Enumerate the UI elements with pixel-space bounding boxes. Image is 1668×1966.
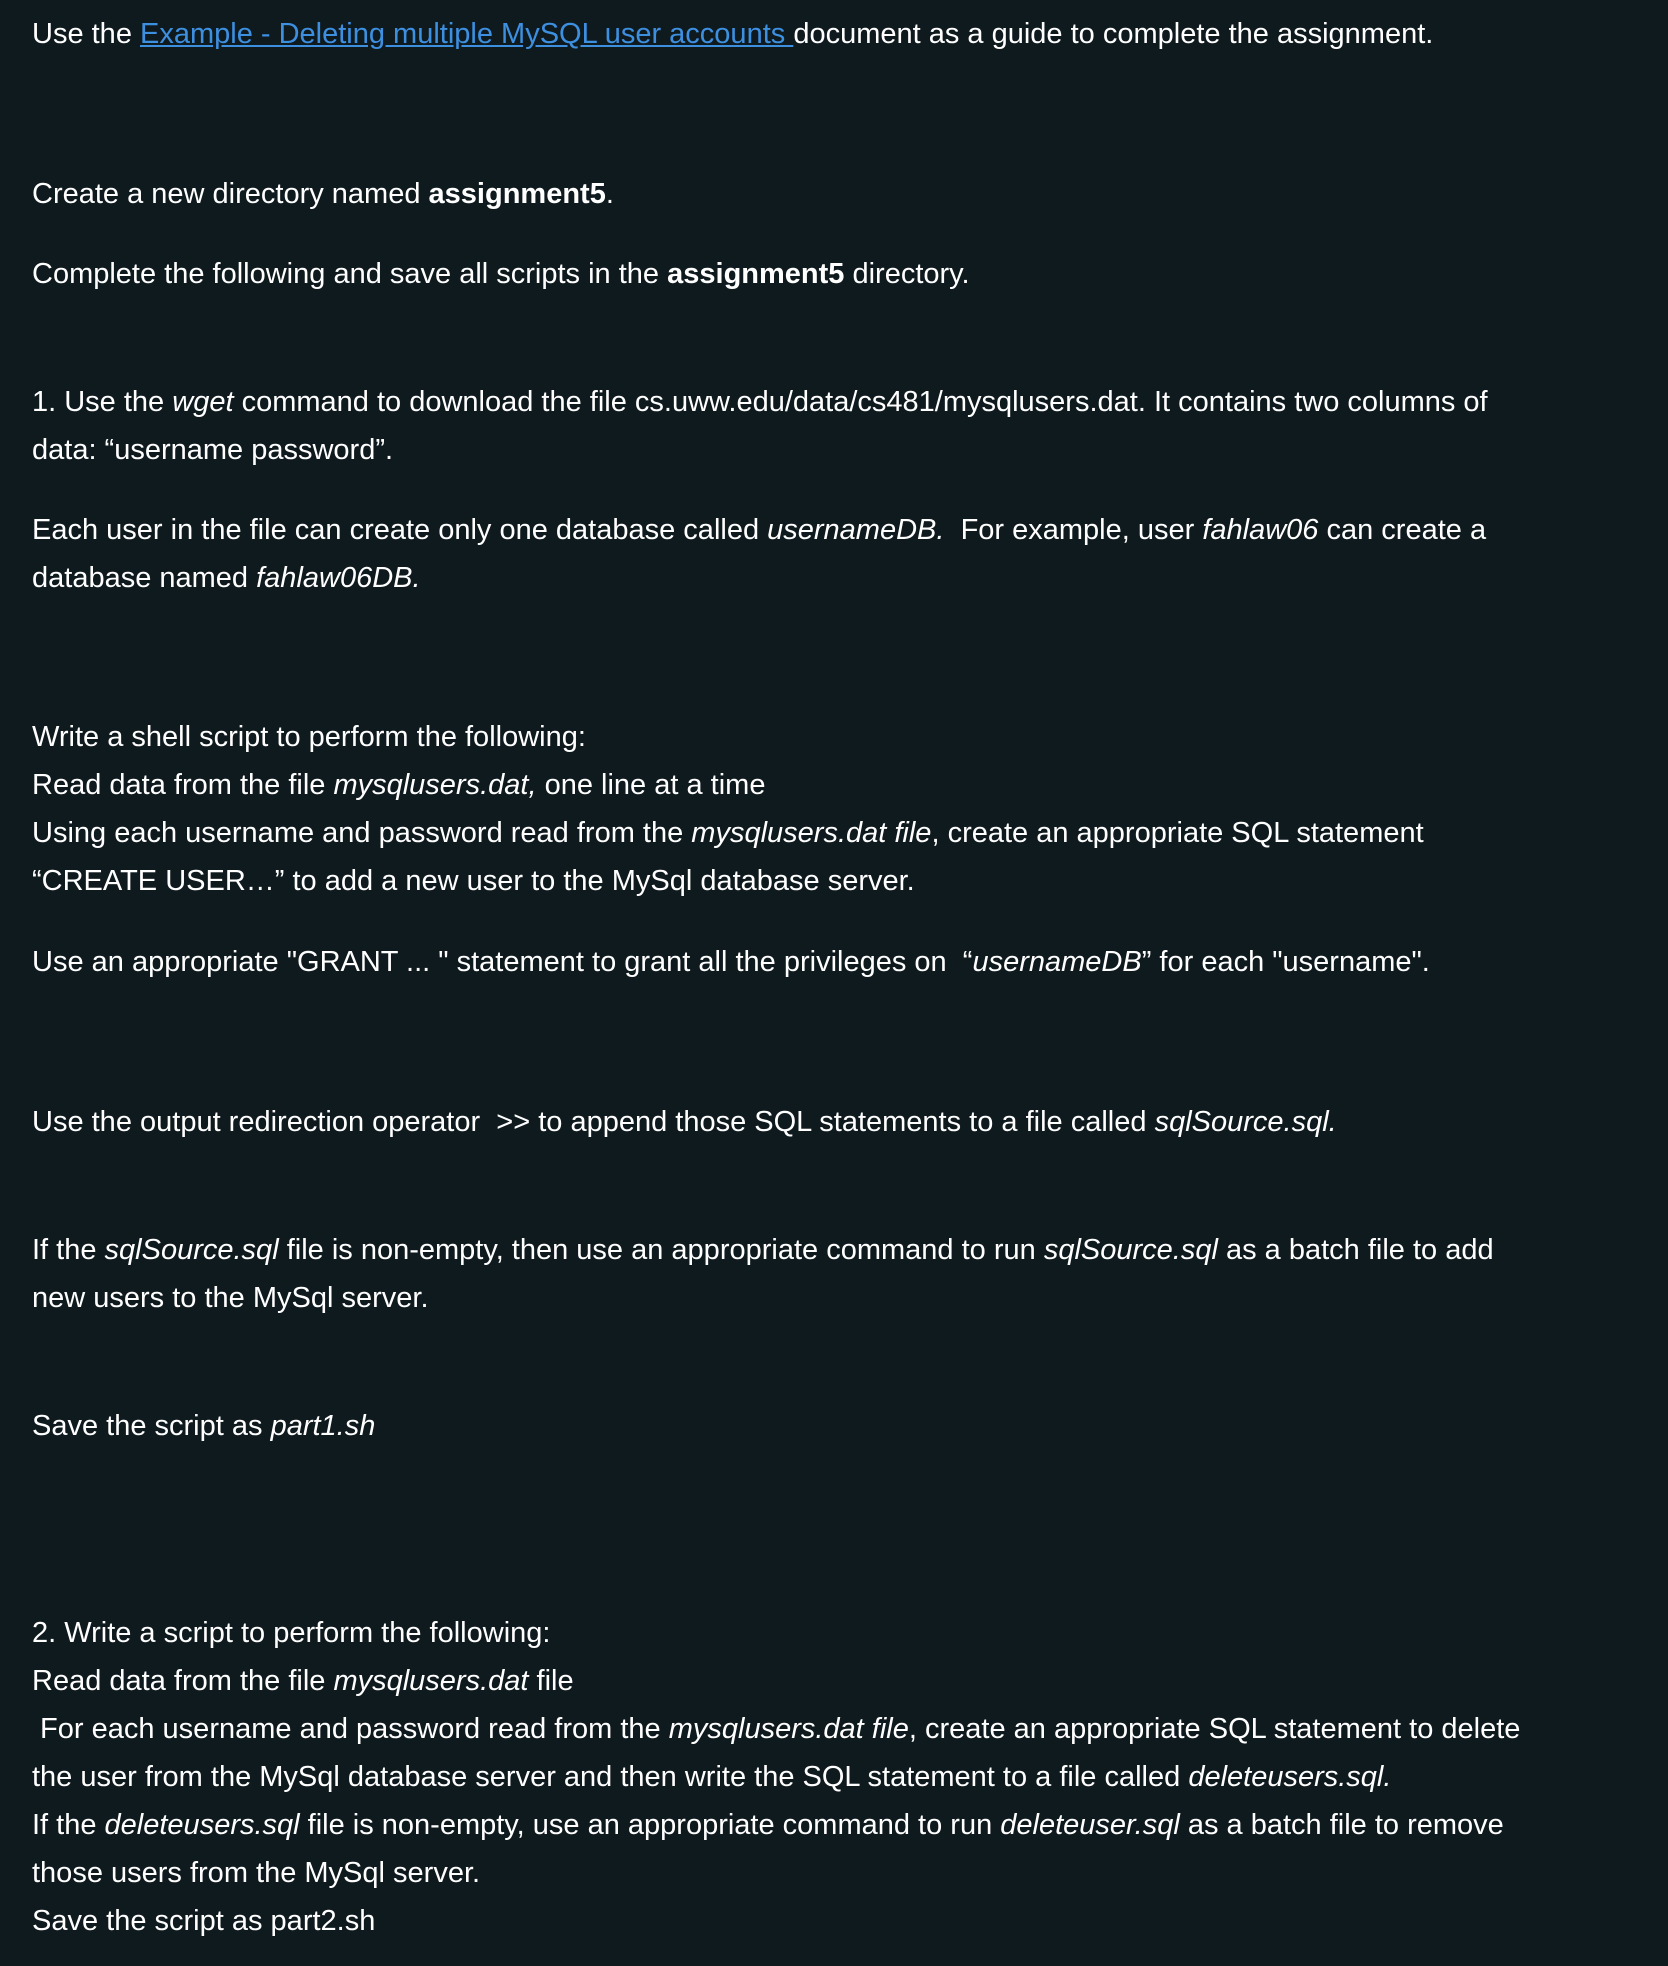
each-user-paragraph [32, 506, 1642, 602]
each-user-line2: database named fahlaw06DB. [32, 562, 421, 594]
step2-paragraph [32, 1609, 1642, 1945]
directory-name: assignment5 [428, 178, 606, 210]
shell-line1: Write a shell script to perform the following: [32, 721, 586, 753]
example-document-link[interactable]: Example - Deleting multiple MySQL user accounts [140, 18, 794, 50]
nonempty-line1: If the sqlSource.sql file is non-empty, then use an appropriate command to run sqlSource.sql as a batch file to add [32, 1234, 1494, 1266]
step2-line5: If the deleteusers.sql file is non-empty, use an appropriate command to run deleteuser.sql as a batch file to remove [32, 1809, 1504, 1841]
each-user-line1: Each user in the file can create only one database called usernameDB. For example, user fahlaw06 can create a [32, 514, 1487, 546]
save-part1-paragraph: Save the script as part1.sh [32, 1410, 376, 1442]
directory-name: assignment5 [667, 258, 845, 290]
step1-line1: 1. Use the wget command to download the file cs.uww.edu/data/cs481/mysqlusers.dat. It contains two columns of [32, 386, 1488, 418]
step2-line3: For each username and password read from the mysqlusers.dat file, create an appropriate SQL statement to delete [32, 1713, 1521, 1745]
nonempty-paragraph [32, 1226, 1642, 1322]
shell-line2: Read data from the file mysqlusers.dat, one line at a time [32, 769, 766, 801]
nonempty-line2: new users to the MySql server. [32, 1282, 429, 1314]
complete-paragraph: Complete the following and save all scripts in the assignment5 directory. [32, 258, 970, 290]
create-directory-paragraph: Create a new directory named assignment5. [32, 178, 614, 210]
redirect-paragraph: Use the output redirection operator >> to append those SQL statements to a file called sqlSource.sql. [32, 1106, 1337, 1138]
step2-line4: the user from the MySql database server and then write the SQL statement to a file called deleteusers.sql. [32, 1761, 1392, 1793]
step2-line6: those users from the MySql server. [32, 1857, 481, 1889]
step1-line2: data: “username password”. [32, 434, 394, 466]
shell-script-paragraph [32, 713, 1642, 905]
step2-line2: Read data from the file mysqlusers.dat file [32, 1665, 574, 1697]
step1-paragraph [32, 378, 1642, 474]
shell-line4: “CREATE USER…” to add a new user to the MySql database server. [32, 865, 915, 897]
intro-paragraph: Use the Example - Deleting multiple MySQL user accounts document as a guide to complete the assignment. [32, 18, 1434, 50]
step2-line7: Save the script as part2.sh [32, 1905, 376, 1937]
shell-line3: Using each username and password read from the mysqlusers.dat file, create an appropriate SQL statement [32, 817, 1424, 849]
grant-paragraph: Use an appropriate "GRANT ... " statement to grant all the privileges on “usernameDB” for each "username". [32, 946, 1430, 978]
step2-line1: 2. Write a script to perform the following: [32, 1617, 551, 1649]
